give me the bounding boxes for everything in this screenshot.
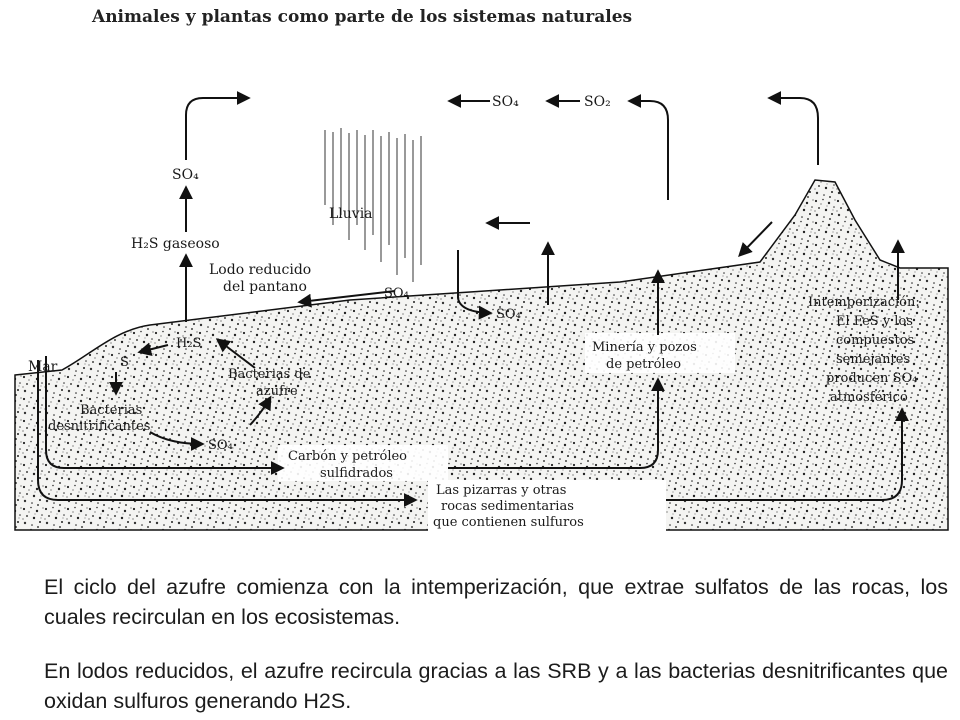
label-so4-top: SO₄ [492, 94, 519, 110]
label-so4-bottom: SO₄ [208, 438, 233, 453]
arrow-volcano-top [770, 98, 818, 165]
rain-lines [325, 128, 421, 282]
label-so2-top: SO₂ [584, 94, 611, 110]
arrow-so4-left-loop [186, 98, 248, 160]
label-shale-line1: Las pizarras y otras [436, 483, 567, 498]
label-denitrifying-line2: desnitrificantes [48, 419, 151, 434]
label-weathering-line2: El FeS y los [836, 314, 913, 329]
label-denitrifying-line1: Bacterias [80, 403, 143, 418]
label-sulfur-bacteria-line2: azufre [256, 384, 298, 399]
label-mud-line2: del pantano [223, 279, 307, 295]
label-coal-line1: Carbón y petróleo [288, 449, 407, 464]
label-mud-line1: Lodo reducido [209, 262, 312, 278]
ground-terrain [15, 180, 948, 530]
label-s-ground: S [120, 355, 129, 370]
label-sea: Mar [28, 359, 58, 375]
caption-paragraph-1: El ciclo del azufre comienza con la intemperización, que extrae sulfatos de las rocas, los cuales recirculan en los ecosistemas. [44, 574, 948, 629]
label-so4-left: SO₄ [172, 167, 199, 183]
label-mining-line1: Minería y pozos [592, 340, 697, 355]
label-shale-line2: rocas sedimentarias [441, 499, 574, 514]
label-shale-line3: que contienen sulfuros [433, 515, 584, 530]
arrow-mining-to-so2 [630, 101, 668, 200]
label-weathering-line3: compuestos [836, 333, 915, 348]
label-sulfur-bacteria-line1: Bacterias de [228, 367, 311, 382]
label-mining-line2: de petróleo [606, 357, 682, 372]
label-so4-mud: SO₄ [384, 286, 409, 301]
label-coal-line2: sulfidrados [320, 466, 393, 481]
label-weathering-line1: Intemperización: [808, 295, 920, 310]
label-weathering-line5: producen SO₄ [826, 371, 918, 386]
label-h2s-ground: H₂S [176, 336, 202, 351]
label-so4-center: SO₄ [496, 307, 521, 322]
diagram-title: Animales y plantas como parte de los sistemas naturales [92, 7, 633, 27]
label-rain: Lluvia [329, 206, 373, 222]
label-h2s-gas: H₂S gaseoso [131, 236, 220, 252]
label-weathering-line4: semejantes [836, 352, 911, 367]
caption-paragraph-2: En lodos reducidos, el azufre recircula gracias a las SRB y a las bacterias desnitrificantes que oxidan sulfuros generando H2S. [44, 658, 948, 713]
arrow-volcano-slope [740, 222, 772, 255]
label-weathering-line6: atmosférico [830, 390, 908, 405]
